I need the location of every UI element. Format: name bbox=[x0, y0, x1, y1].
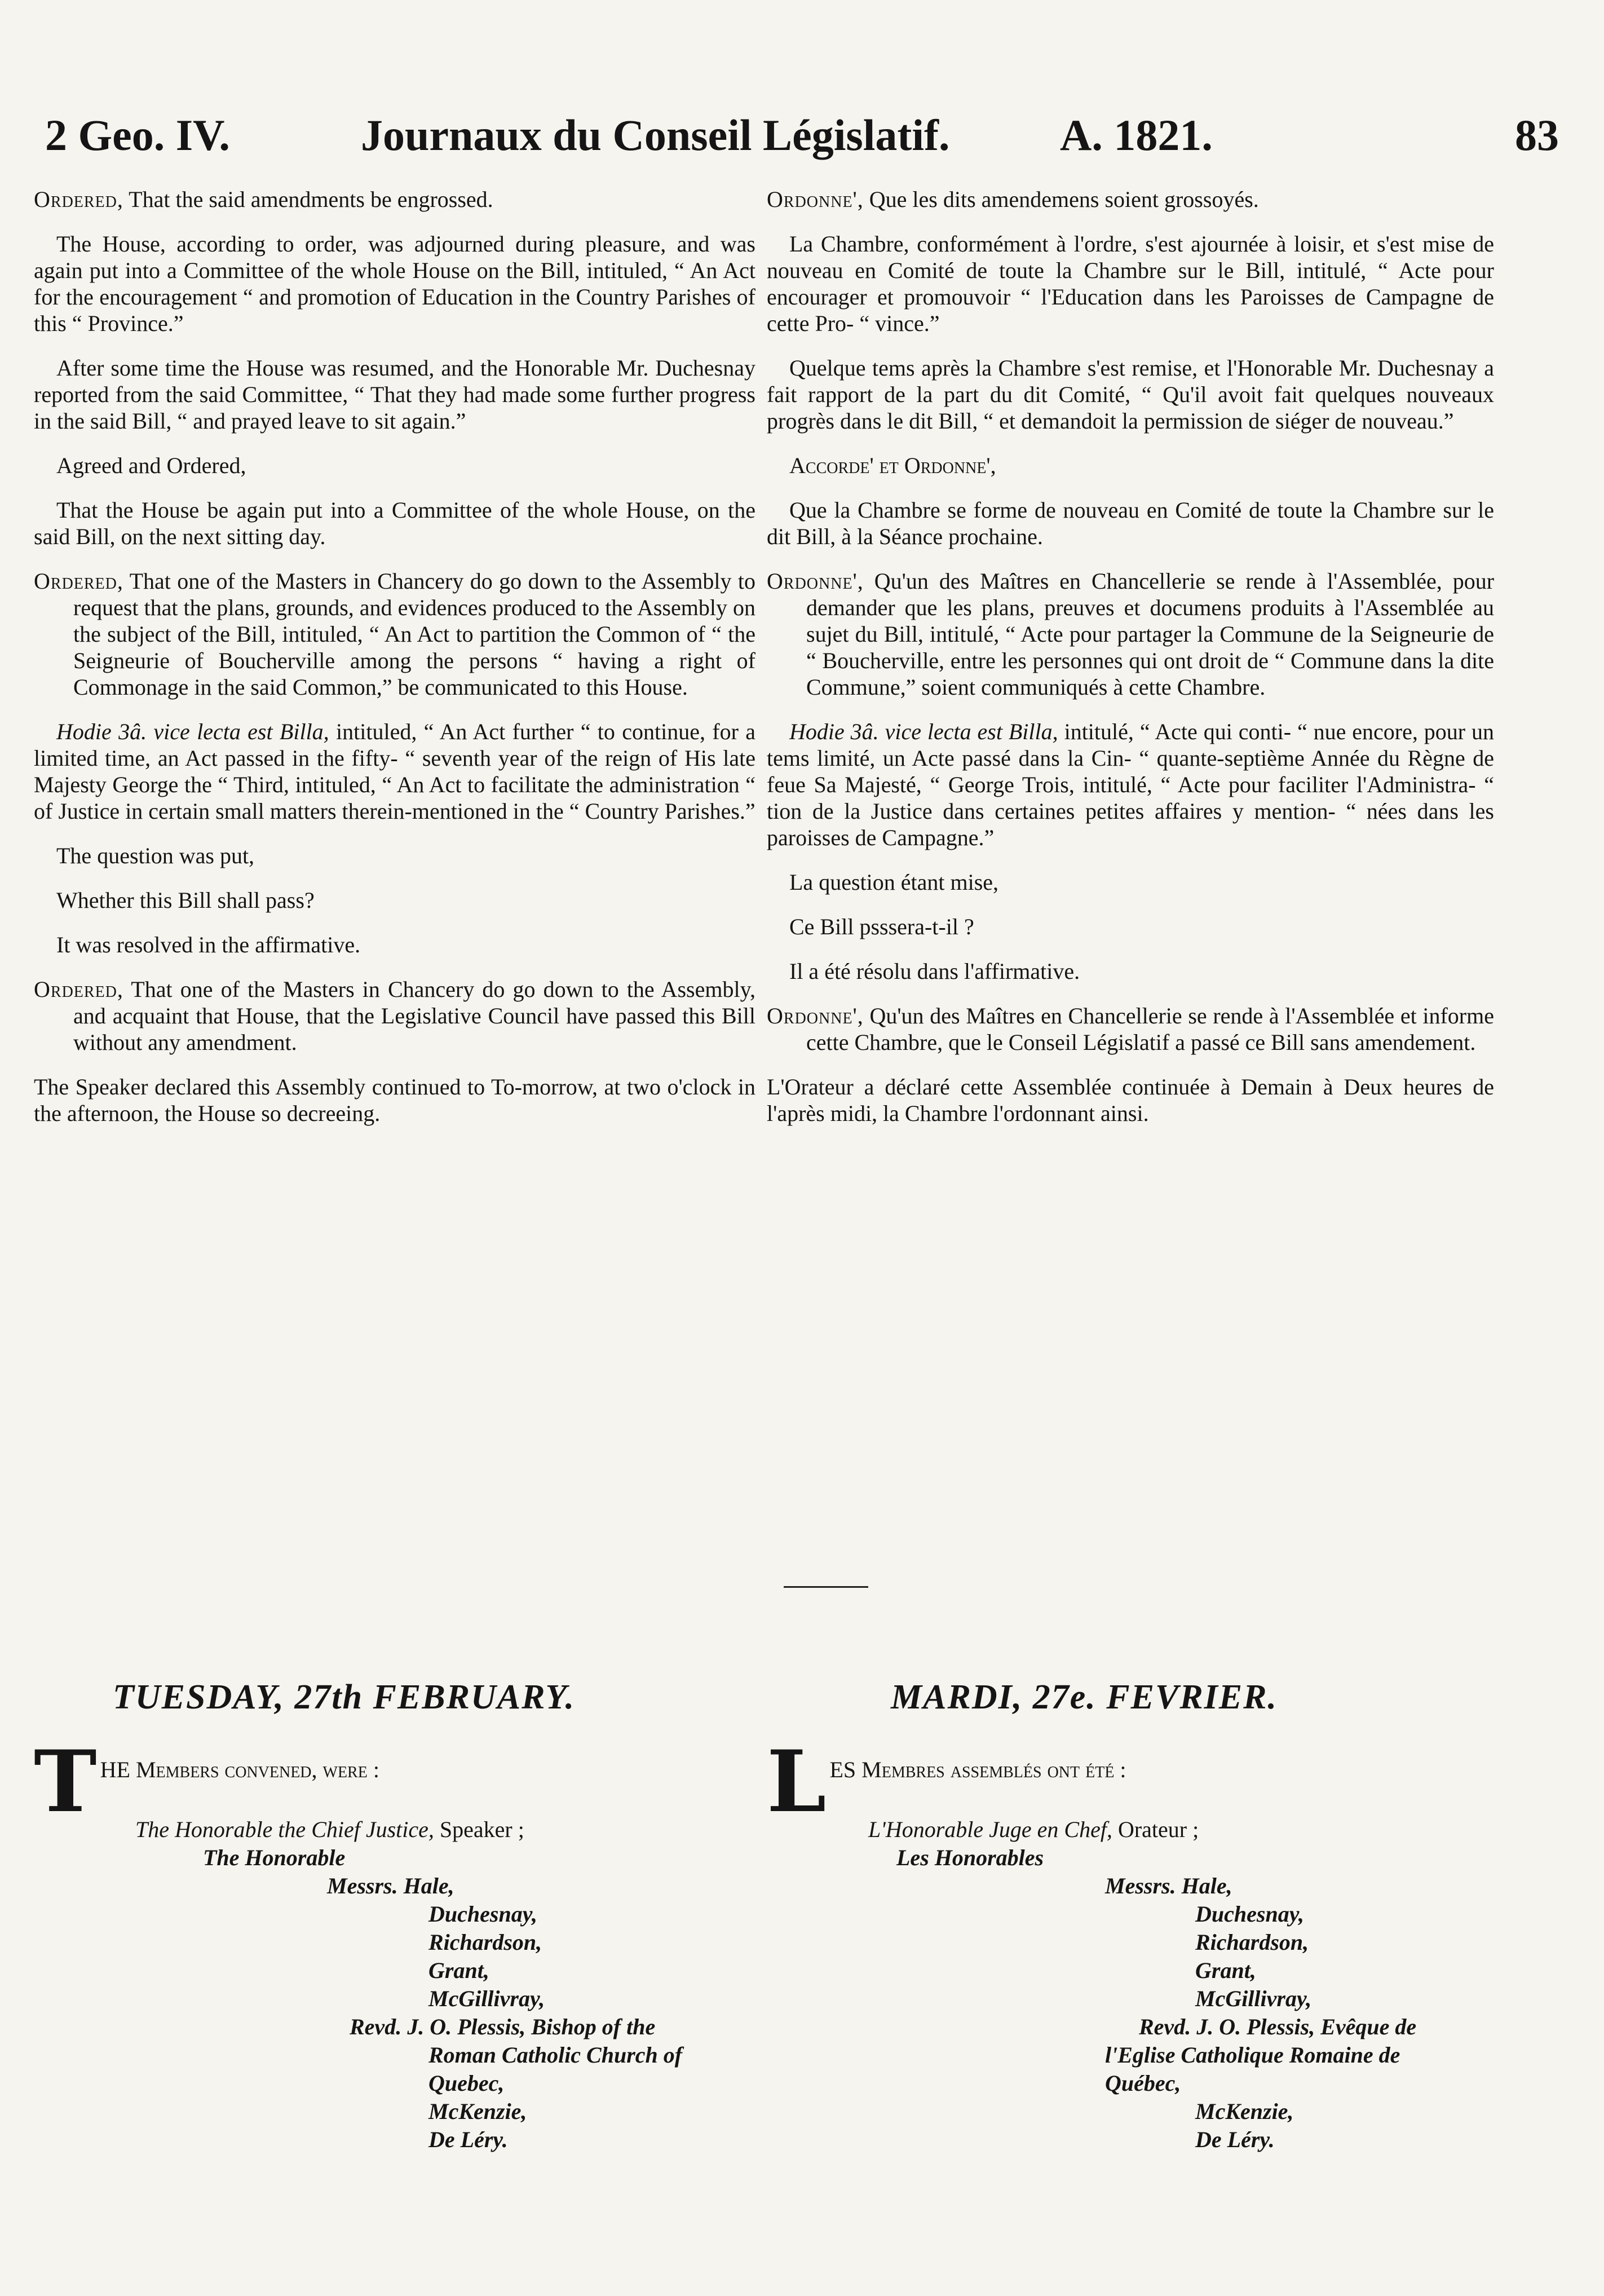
paragraph-committee: The House, according to order, was adjourned during pleasure, and was again put into a Committee of the whole House on the Bill, intituled, “ An Act for the encouragement “ and promotion of Education in the Country Parishes of this “ Province.” bbox=[34, 231, 755, 336]
paragraph-text: That one of the Masters in Chancery do go down to the Assembly, and acquaint that House, that the Legislative Council have passed this Bill without any amendment. bbox=[73, 977, 756, 1055]
speaker-line bbox=[767, 1816, 1494, 1844]
ordered-lead: Ordered, bbox=[34, 187, 123, 212]
order-masters-chancery bbox=[34, 568, 755, 700]
member-name: Messrs. Hale, bbox=[1105, 1873, 1232, 1898]
paragraph-third-reading bbox=[767, 718, 1494, 851]
paragraph-text: Que les dits amendemens soient grossoyés. bbox=[869, 187, 1259, 212]
latin-phrase: Hodie 3â. vice lecta est Billa, bbox=[56, 719, 329, 744]
paragraph-whether: Whether this Bill shall pass? bbox=[56, 888, 315, 913]
member-name: Grant, bbox=[428, 1958, 489, 1983]
member-name: McKenzie, bbox=[428, 2099, 527, 2124]
member-name: Richardson, bbox=[1195, 1929, 1309, 1955]
day-heading-english: TUESDAY, 27th FEBRUARY. bbox=[113, 1678, 576, 1716]
member-name: McGillivray, bbox=[428, 1986, 545, 2011]
regnal-year: 2 Geo. IV. bbox=[45, 111, 230, 160]
members-present-french bbox=[767, 1732, 1494, 2154]
paragraph-committee: La Chambre, conformément à l'ordre, s'est ajournée à loisir, et s'est mise de nouveau en Comité de toute la Chambre sur le Bill, intitulé, “ Acte pour encourager et promouvoir “ l'Education dans les Paroisses de Campagne de cette Pro- “ vince.” bbox=[767, 231, 1494, 336]
paragraph-report: After some time the House was resumed, and the Honorable Mr. Duchesnay reported from the said Committee, “ That they had made some further progress in the said Bill, “ and prayed leave to sit again.” bbox=[34, 355, 755, 434]
speaker-role: Speaker ; bbox=[439, 1817, 524, 1842]
order-engrossed bbox=[34, 186, 755, 213]
paragraph-text: Qu'un des Maîtres en Chancellerie se rende à l'Assemblée et informe cette Chambre, que le Conseil Législatif a passé ce Bill sans amendement. bbox=[806, 1003, 1494, 1055]
member-name: Richardson, bbox=[428, 1929, 542, 1955]
member-name-continued: Quebec, bbox=[428, 2070, 505, 2096]
members-present-english bbox=[34, 1732, 755, 2154]
paragraph-next-sitting: Que la Chambre se forme de nouveau en Comité de toute la Chambre sur le dit Bill, à la Séance prochaine. bbox=[767, 497, 1494, 549]
paragraph-report: Quelque tems après la Chambre s'est remise, et l'Honorable Mr. Duchesnay a fait rapport de la part du dit Comité, “ Qu'il avoit fait quelques nouveaux progrès dans le dit Bill, “ et demandoit la permission de siéger de nouveau.” bbox=[767, 355, 1494, 434]
journal-title: Journaux du Conseil Législatif. bbox=[361, 111, 950, 160]
member-name: Grant, bbox=[1195, 1958, 1256, 1983]
order-engrossed bbox=[767, 186, 1494, 213]
day-heading-french: MARDI, 27e. FEVRIER. bbox=[891, 1678, 1278, 1716]
paragraph-agreed: Agreed and Ordered, bbox=[56, 453, 246, 478]
honorables-heading: Les Honorables bbox=[896, 1845, 1044, 1870]
paragraph-text: That one of the Masters in Chancery do go down to the Assembly to request that the plans, grounds, and evidences produced to the Assembly on the subject of the Bill, intituled, “ An Act to partition the Common of “ the Seigneurie of Boucherville among the persons “ having a right of Commonage in the said Common,” be communicated to this House. bbox=[73, 568, 756, 700]
drop-cap: T bbox=[34, 1732, 97, 1831]
speaker-name: The Honorable the Chief Justice, bbox=[135, 1817, 434, 1842]
paragraph-question: La question étant mise, bbox=[789, 869, 999, 895]
paragraph-resolved: It was resolved in the affirmative. bbox=[56, 932, 361, 957]
paragraph-adjournment: The Speaker declared this Assembly continued to To-morrow, at two o'clock in the afternoon, the House so decreeing. bbox=[34, 1074, 755, 1126]
paragraph-resolved: Il a été résolu dans l'affirmative. bbox=[789, 959, 1080, 984]
member-list bbox=[767, 1872, 1494, 2154]
ordered-lead: Ordonne', bbox=[767, 187, 864, 212]
paragraph-question: The question was put, bbox=[56, 843, 255, 868]
section-divider bbox=[784, 1586, 868, 1588]
speaker-role: Orateur ; bbox=[1117, 1817, 1199, 1842]
member-name: Revd. J. O. Plessis, Bishop of the bbox=[350, 2014, 656, 2039]
speaker-name: L'Honorable Juge en Chef, bbox=[868, 1817, 1112, 1842]
member-name: Duchesnay, bbox=[428, 1901, 537, 1927]
ordered-lead: Ordered, bbox=[34, 977, 123, 1002]
order-acquaint bbox=[34, 976, 755, 1056]
paragraph-text: intituled, “ An Act further “ to continue, for a limited time, an Act passed in the fifty- “ seventh year of the reign of His late Majesty George the “ Third, intituled, “ An Act to facilitate the administration “ of Justice in certain small matters therein-mentioned in the “ Country Parishes.” bbox=[34, 719, 756, 824]
order-acquaint bbox=[767, 1003, 1494, 1056]
member-name: Revd. J. O. Plessis, Evêque de bbox=[1139, 2014, 1417, 2039]
member-name: McGillivray, bbox=[1195, 1986, 1312, 2011]
members-convened: HE Members convened, were : bbox=[100, 1757, 379, 1782]
speaker-line bbox=[34, 1816, 755, 1844]
paragraph-text: That the said amendments be engrossed. bbox=[129, 187, 493, 212]
paragraph-text: intitulé, “ Acte qui conti- “ nue encore, pour un tems limité, un Acte passé dans la Cin- “ quante-septième Année du Règne de feue Sa Majesté, “ George Trois, intitulé, “ Acte pour faciliter l'Administra- “ tion de la Justice dans certaines petites affaires y mention- “ nées dans les paroisses de Campagne.” bbox=[767, 719, 1495, 850]
year: A. 1821. bbox=[1060, 111, 1213, 160]
member-name: Duchesnay, bbox=[1195, 1901, 1304, 1927]
english-column bbox=[34, 186, 755, 1145]
paragraph-next-sitting: That the House be again put into a Committee of the whole House, on the said Bill, on the next sitting day. bbox=[34, 497, 755, 549]
paragraph-third-reading bbox=[34, 718, 755, 824]
member-name: De Léry. bbox=[1195, 2127, 1275, 2152]
member-name-continued: l'Eglise Catholique Romaine de bbox=[1105, 2042, 1400, 2068]
member-name: De Léry. bbox=[428, 2127, 508, 2152]
member-name: McKenzie, bbox=[1195, 2099, 1294, 2124]
running-head bbox=[45, 104, 1559, 166]
member-list bbox=[34, 1872, 755, 2154]
member-name-continued: Roman Catholic Church of bbox=[428, 2042, 683, 2068]
members-convened: ES Membres assemblés ont été : bbox=[829, 1757, 1126, 1782]
french-column bbox=[767, 186, 1494, 1145]
drop-cap: L bbox=[767, 1732, 827, 1831]
paragraph-whether: Ce Bill psssera-t-il ? bbox=[789, 914, 974, 939]
member-name-continued: Québec, bbox=[1105, 2070, 1181, 2096]
paragraph-adjournment: L'Orateur a déclaré cette Assemblée continuée à Demain à Deux heures de l'après midi, la Chambre l'ordonnant ainsi. bbox=[767, 1074, 1494, 1126]
ordered-lead: Ordered, bbox=[34, 568, 123, 594]
honorables-heading: The Honorable bbox=[203, 1845, 346, 1870]
paragraph-agreed: Accorde' et Ordonne', bbox=[789, 453, 996, 478]
ordered-lead: Ordonne', bbox=[767, 568, 864, 594]
page-number: 83 bbox=[1515, 111, 1559, 160]
order-masters-chancery bbox=[767, 568, 1494, 700]
paragraph-text: Qu'un des Maîtres en Chancellerie se rende à l'Assemblée, pour demander que les plans, preuves et documens produits à l'Assemblée au sujet du Bill, intitulé, “ Acte pour partager la Commune de la Seigneurie de “ Boucherville, entre les personnes qui ont droit de “ Commune dans la dite Commune,” soient communiqués à cette Chambre. bbox=[806, 568, 1495, 700]
member-name: Messrs. Hale, bbox=[327, 1873, 454, 1898]
latin-phrase: Hodie 3â. vice lecta est Billa, bbox=[789, 719, 1058, 744]
ordered-lead: Ordonne', bbox=[767, 1003, 864, 1028]
